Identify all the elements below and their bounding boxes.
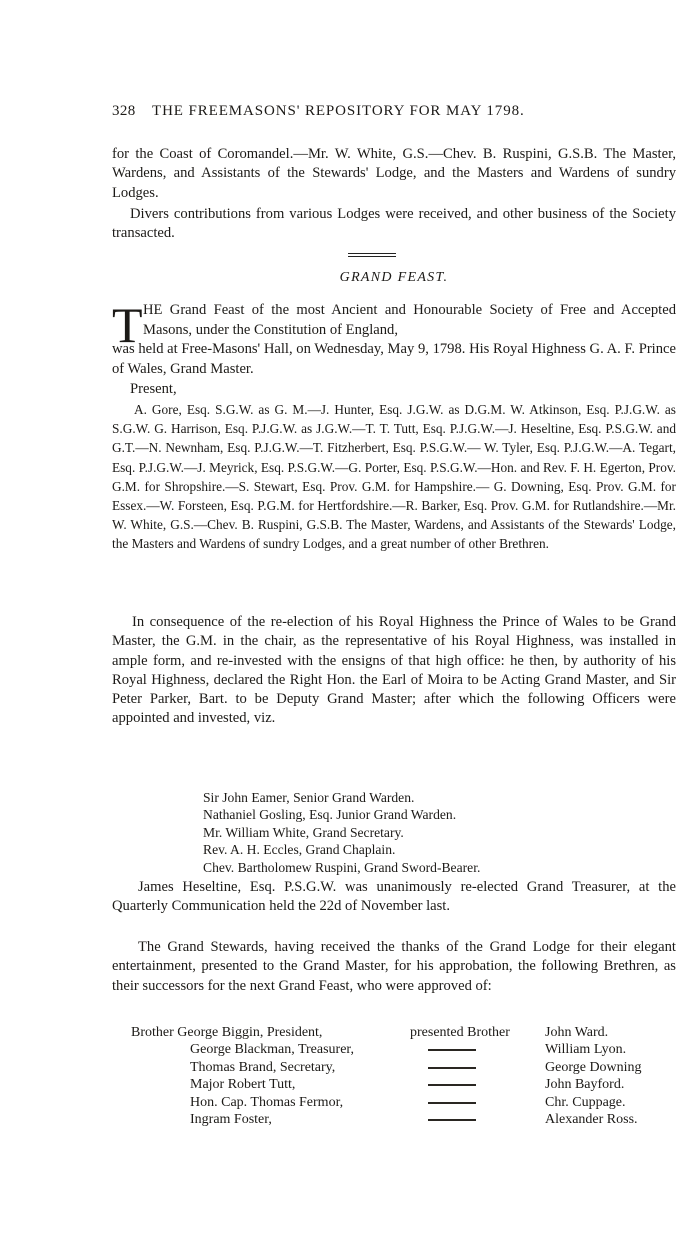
stewards-intro-paragraph: The Grand Stewards, having received the thanks of the Grand Lodge for their elegant entertainment, presented to the Grand Master, for his approbation, the following Brethren, as their successors for the next Grand Feast, who were approved of: (112, 939, 676, 994)
intro-paragraph-2: Divers contributions from various Lodges were received, and other business of the Society transacted. (112, 206, 676, 242)
steward-row (0, 1111, 696, 1128)
officer-entry: Chev. Bartholomew Ruspini, Grand Sword-Bearer. (203, 859, 481, 875)
running-header (112, 103, 668, 120)
steward-name: Brother George Biggin, President, (131, 1025, 323, 1040)
dash-rule (428, 1049, 476, 1051)
officer-entry: Sir John Eamer, Senior Grand Warden. (203, 790, 415, 805)
dash-rule (428, 1067, 476, 1069)
steward-name: Major Robert Tutt, (190, 1077, 296, 1093)
presented-label: presented Brother (410, 1025, 510, 1040)
page-number: 328 (112, 103, 136, 119)
intro-paragraph-1: for the Coast of Coromandel.—Mr. W. White, G.S.—Chev. B. Ruspini, G.S.B. The Master, Wardens, and Assistants of the Stewards' Lodge, and the Masters and Wardens of sundry Lodges. (112, 146, 676, 201)
officer-entry: Rev. A. H. Eccles, Grand Chaplain. (203, 842, 396, 858)
steward-name: George Blackman, Treasurer, (190, 1042, 355, 1058)
successor-name: John Ward. (545, 1025, 609, 1040)
successor-name: Alexander Ross. (545, 1111, 638, 1127)
stewards-table (0, 1024, 696, 1128)
treasurer-paragraph: James Heseltine, Esq. P.S.G.W. was unanimously re-elected Grand Treasurer, at the Quarterly Communication held the 22d of November last. (112, 879, 676, 915)
successor-name: Chr. Cuppage. (545, 1094, 626, 1110)
dash-rule (428, 1102, 476, 1104)
steward-name: Ingram Foster, (190, 1111, 272, 1127)
steward-row (0, 1094, 696, 1111)
section-divider (348, 253, 396, 257)
steward-row (0, 1059, 696, 1076)
officer-entry: Mr. William White, Grand Secretary. (203, 824, 404, 840)
successor-name: William Lyon. (545, 1042, 627, 1058)
running-title: THE FREEMASONS' REPOSITORY FOR MAY 1798. (152, 103, 525, 119)
successor-name: John Bayford. (545, 1077, 625, 1093)
steward-row (0, 1076, 696, 1093)
steward-row (0, 1024, 696, 1041)
feast-lead-continuation: was held at Free-Masons' Hall, on Wednesday, May 9, 1798. His Royal Highness G. A. F. Prince of Wales, Grand Master. (112, 341, 676, 377)
officer-entry: Nathaniel Gosling, Esq. Junior Grand Warden. (203, 807, 457, 823)
steward-name: Hon. Cap. Thomas Fermor, (190, 1094, 344, 1110)
drop-cap: T (112, 297, 143, 353)
officers-list (203, 789, 663, 876)
section-title: GRAND FEAST. (339, 270, 449, 285)
feast-lead-text: HE Grand Feast of the most Ancient and Honourable Society of Free and Accepted Masons, under the Constitution of England, (143, 302, 676, 338)
dash-rule (428, 1084, 476, 1086)
reelection-paragraph: In consequence of the re-election of his Royal Highness the Prince of Wales to be Grand Master, the G.M. in the chair, as the representative of his Royal Highness, was installed in ample form, and re-invested with the ensigns of that high office: he then, by authority of his Royal Highness, declared the Right Hon. the Earl of Moira to be Acting Grand Master, and Sir Peter Parker, Bart. to be Deputy Grand Master; after which the following Officers were appointed and invested, viz. (112, 614, 676, 727)
successor-name: George Downing (545, 1059, 642, 1075)
steward-row (0, 1041, 696, 1058)
steward-name: Thomas Brand, Secretary, (190, 1059, 336, 1075)
dash-rule (428, 1119, 476, 1121)
present-label: Present, (130, 381, 177, 397)
attendees-paragraph: A. Gore, Esq. S.G.W. as G. M.—J. Hunter, Esq. J.G.W. as D.G.M. W. Atkinson, Esq. P.J.G.W. as S.G.W. G. Harrison, Esq. P.J.G.W. as J.G.W.—T. T. Tutt, Esq. P.J.G.W.—J. Heseltine, Esq. P.S.G.W. and G.T.—N. Newnham, Esq. P.J.G.W.—T. Fitzherbert, Esq. P.S.G.W.— W. Tyler, Esq. P.J.G.W.—A. Tegart, Esq. P.J.G.W.—J. Meyrick, Esq. P.S.G.W.—G. Porter, Esq. P.S.G.W.—Hon. and Rev. F. H. Egerton, Prov. G.M. for Shropshire.—S. Stewart, Esq. Prov. G.M. for Hampshire.— G. Downing, Esq. Prov. G.M. for Essex.—W. Forsteen, Esq. P.G.M. for Hertfordshire.—R. Barker, Esq. Prov. G.M. for Rutlandshire.—Mr. W. White, G.S.—Chev. B. Ruspini, G.S.B. The Master, Wardens, and Assistants of the Stewards' Lodge, the Masters and Wardens of sundry Lodges, and a great number of other Brethren. (112, 402, 676, 552)
